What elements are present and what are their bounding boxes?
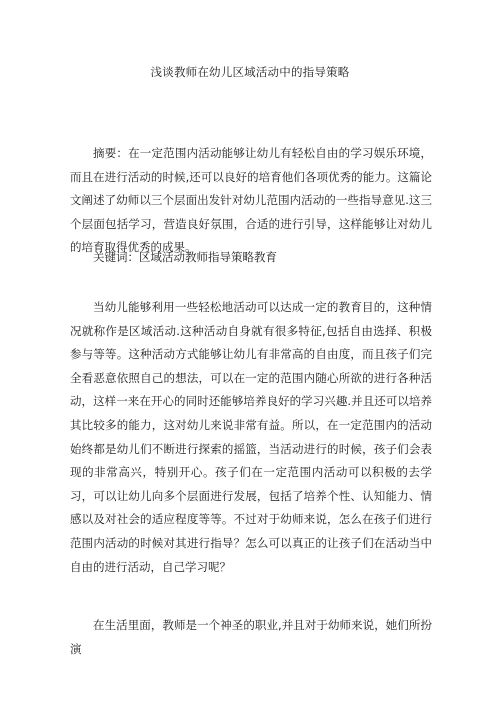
body-paragraph: 在生活里面，教师是一个神圣的职业,并且对于幼师来说，她们所扮演 (70, 618, 432, 656)
body-paragraph: 当幼儿能够利用一些轻松地活动可以达成一定的教育目的，这种情况就称作是区域活动.这种活动自身就有很多特征,包括自由选择、积极参与等等。这种活动方式能够让幼儿有非常高的自由度，而且孩子们完全看恶意依照自己的想法，可以在一定的范围内随心所欲的进行各种活动，这样一来在开心的同时还能够培养良好的学习兴趣.并且还可以培养其比较多的能力，这对幼儿来说非常有益。所以，在一定范围内的活动始终都是幼儿们不断进行探索的摇篮，当活动进行的时候，孩子们会表现的非常高兴，特别开心。孩子们在一定范围内活动可以积极的去学习，可以让幼儿向多个层面进行发展，包括了培养个性、认知能力、情感以及对社会的适应程度等等。不过对于幼师来说，怎么在孩子们进行范围内活动的时候对其进行指导？怎么可以真正的让孩子们在活动当中自由的进行活动，自己学习呢？ (70, 300, 432, 574)
abstract-paragraph: 摘要：在一定范围内活动能够让幼儿有轻松自由的学习娱乐环境，而且在进行活动的时候,还可以良好的培育他们各项优秀的能力。这篇论文阐述了幼师以三个层面出发针对幼儿范围内活动的一些指导意见.这三个层面包括学习，营造良好氛围，合适的进行引导，这样能够让对幼儿的培育取得优秀的成果。 (70, 146, 432, 255)
document-title: 浅谈教师在幼儿区域活动中的指导策略 (150, 65, 350, 79)
keywords-line: 关键词：区域活动教师指导策略教育 (93, 250, 277, 264)
